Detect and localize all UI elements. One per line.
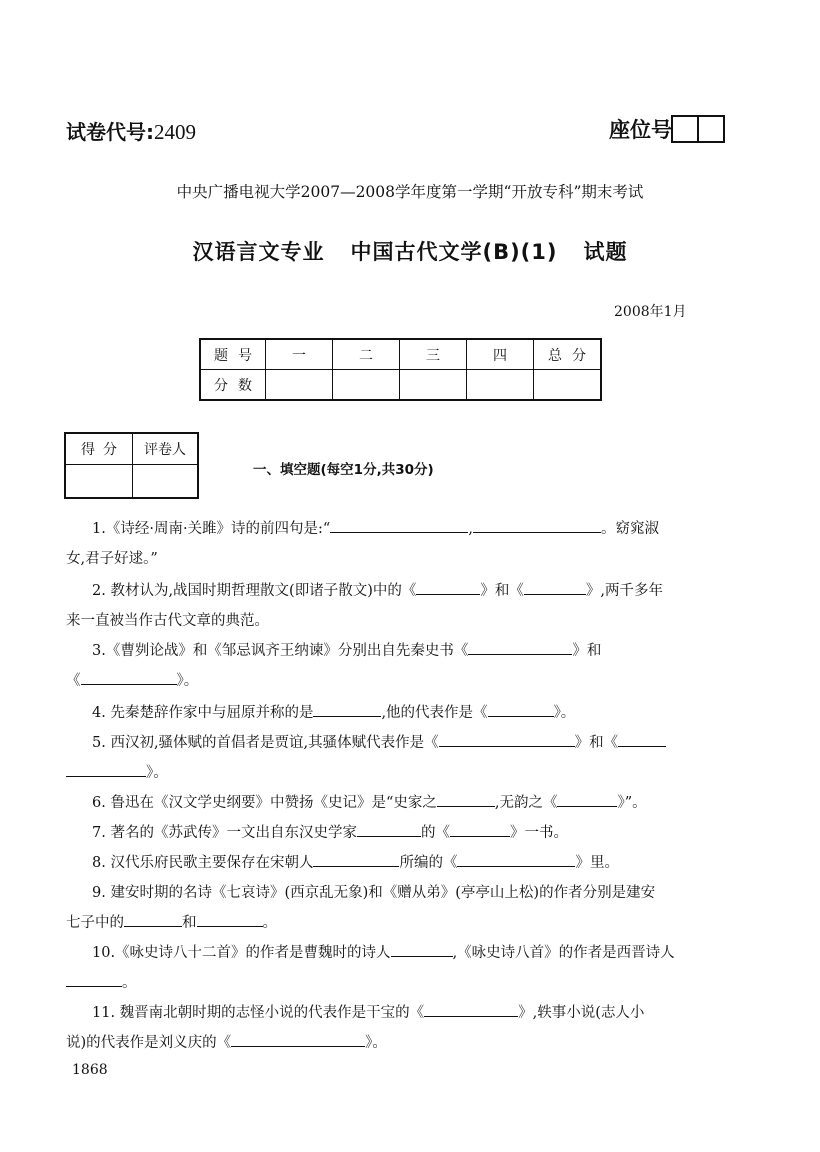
seat-number bbox=[609, 114, 725, 144]
answer-blank[interactable] bbox=[557, 790, 617, 807]
score-table bbox=[199, 338, 602, 401]
seat-box-1[interactable] bbox=[671, 115, 699, 143]
score-table-score-row bbox=[200, 370, 601, 401]
section-score-label: 得分 bbox=[65, 433, 133, 465]
total-label: 总分 bbox=[534, 339, 602, 370]
question-text: 9. 建安时期的名诗《七哀诗》(西京乱无象)和《赠从弟》(亭亭山上松)的作者分别是建安 bbox=[92, 885, 656, 901]
score-cell-1[interactable] bbox=[266, 370, 333, 401]
question-10: 10.《咏史诗八十二首》的作者是曹魏时的诗人 ,《咏史诗八首》的作者是西晋诗人 。 bbox=[66, 938, 738, 998]
seat-number-label: 座位号 bbox=[609, 118, 672, 142]
column-4: 四 bbox=[467, 339, 534, 370]
question-1 bbox=[66, 514, 738, 574]
grader-label: 评卷人 bbox=[133, 433, 199, 465]
column-1: 一 bbox=[266, 339, 333, 370]
answer-blank[interactable] bbox=[357, 820, 421, 837]
paper-code-number: 2409 bbox=[154, 120, 196, 144]
exam-title: 中央广播电视大学2007—2008学年度第一学期“开放专科”期末考试 bbox=[176, 183, 644, 201]
score-cell-2[interactable] bbox=[333, 370, 400, 401]
question-2: 2. 教材认为,战国时期哲理散文(即诸子散文)中的《 》和《 》,两千多年 来一直被当作古代文章的典范。 bbox=[66, 576, 738, 636]
question-8: 8. 汉代乐府民歌主要保存在宋朝人 所编的《 》里。 bbox=[66, 848, 738, 878]
answer-blank[interactable] bbox=[313, 700, 381, 717]
page-number: 1868 bbox=[72, 1062, 108, 1078]
question-text: 10.《咏史诗八十二首》的作者是曹魏时的诗人 bbox=[92, 945, 391, 961]
answer-blank[interactable] bbox=[473, 516, 601, 533]
question-text: 4. 先秦楚辞作家中与屈原并称的是 bbox=[92, 705, 314, 721]
subject-major: 汉语言文专业 bbox=[192, 240, 325, 264]
score-cell-4[interactable] bbox=[467, 370, 534, 401]
question-text: 6. 鲁迅在《汉文学史纲要》中赞扬《史记》是“史家之 bbox=[92, 795, 437, 811]
paper-code-label: 试卷代号: bbox=[66, 120, 154, 144]
answer-blank[interactable] bbox=[81, 668, 177, 685]
question-text: 11. 魏晋南北朝时期的志怪小说的代表作是干宝的《 bbox=[92, 1005, 425, 1021]
answer-blank[interactable] bbox=[416, 578, 480, 595]
column-3: 三 bbox=[400, 339, 467, 370]
question-text: 来一直被当作古代文章的典范。 bbox=[66, 613, 269, 629]
answer-blank[interactable] bbox=[439, 730, 575, 747]
section-score-cell[interactable] bbox=[65, 465, 133, 499]
answer-blank[interactable] bbox=[330, 516, 468, 533]
question-text: 3.《曹刿论战》和《邹忌讽齐王纳谏》分别出自先秦史书《 bbox=[92, 643, 469, 659]
answer-blank[interactable] bbox=[488, 700, 554, 717]
answer-blank[interactable] bbox=[457, 850, 575, 867]
question-text: 7. 著名的《苏武传》一文出自东汉史学家 bbox=[92, 825, 357, 841]
score-cell-3[interactable] bbox=[400, 370, 467, 401]
score-table-header-row bbox=[200, 339, 601, 370]
score-cell-total[interactable] bbox=[534, 370, 602, 401]
question-text: 1.《诗经·周南·关雎》诗的前四句是:“ , 。窈窕淑 bbox=[92, 521, 659, 537]
subject-course: 中国古代文学(B)(1) bbox=[350, 240, 558, 264]
answer-blank[interactable] bbox=[468, 638, 572, 655]
answer-blank[interactable] bbox=[197, 910, 263, 927]
column-2: 二 bbox=[333, 339, 400, 370]
question-text: 女,君子好逑。” bbox=[66, 551, 158, 567]
answer-blank[interactable] bbox=[124, 910, 182, 927]
answer-blank[interactable] bbox=[618, 730, 666, 747]
question-9: 9. 建安时期的名诗《七哀诗》(西京乱无象)和《赠从弟》(亭亭山上松)的作者分别是建安 七子中的 和 。 bbox=[66, 878, 738, 938]
answer-blank[interactable] bbox=[391, 940, 453, 957]
subject-title bbox=[0, 236, 820, 266]
grader-table-header-row bbox=[65, 433, 198, 465]
question-3: 3.《曹刿论战》和《邹忌讽齐王纳谏》分别出自先秦史书《 》和 《 》。 bbox=[66, 636, 738, 696]
paper-code bbox=[66, 116, 196, 145]
question-11: 11. 魏晋南北朝时期的志怪小说的代表作是干宝的《 》,轶事小说(志人小 说)的代表作是刘义庆的《 》。 bbox=[66, 998, 738, 1058]
answer-blank[interactable] bbox=[313, 850, 399, 867]
question-text: 5. 西汉初,骚体赋的首倡者是贾谊,其骚体赋代表作是《 bbox=[92, 735, 439, 751]
grader-table-entry-row bbox=[65, 465, 198, 499]
seat-box-2[interactable] bbox=[697, 115, 725, 143]
question-text: 8. 汉代乐府民歌主要保存在宋朝人 bbox=[92, 855, 314, 871]
grader-cell[interactable] bbox=[133, 465, 199, 499]
answer-blank[interactable] bbox=[524, 578, 586, 595]
section-title: 一、填空题(每空1分,共30分) bbox=[253, 462, 434, 478]
question-number-label: 题号 bbox=[200, 339, 266, 370]
question-6: 6. 鲁迅在《汉文学史纲要》中赞扬《史记》是“史家之 ,无韵之《 》”。 bbox=[66, 788, 738, 818]
answer-blank[interactable] bbox=[437, 790, 495, 807]
answer-blank[interactable] bbox=[424, 1000, 518, 1017]
question-5: 5. 西汉初,骚体赋的首倡者是贾谊,其骚体赋代表作是《 》和《 》。 bbox=[66, 728, 738, 788]
question-7: 7. 著名的《苏武传》一文出自东汉史学家 的《 》一书。 bbox=[66, 818, 738, 848]
answer-blank[interactable] bbox=[450, 820, 510, 837]
score-label: 分数 bbox=[200, 370, 266, 401]
question-4: 4. 先秦楚辞作家中与屈原并称的是 ,他的代表作是《 》。 bbox=[66, 698, 738, 728]
question-text: 2. 教材认为,战国时期哲理散文(即诸子散文)中的《 bbox=[92, 583, 417, 599]
grader-table bbox=[64, 432, 199, 499]
answer-blank-continued[interactable] bbox=[66, 760, 146, 777]
answer-blank[interactable] bbox=[66, 970, 122, 987]
subject-suffix: 试题 bbox=[583, 240, 628, 264]
answer-blank[interactable] bbox=[231, 1030, 365, 1047]
exam-date: 2008年1月 bbox=[614, 304, 687, 320]
